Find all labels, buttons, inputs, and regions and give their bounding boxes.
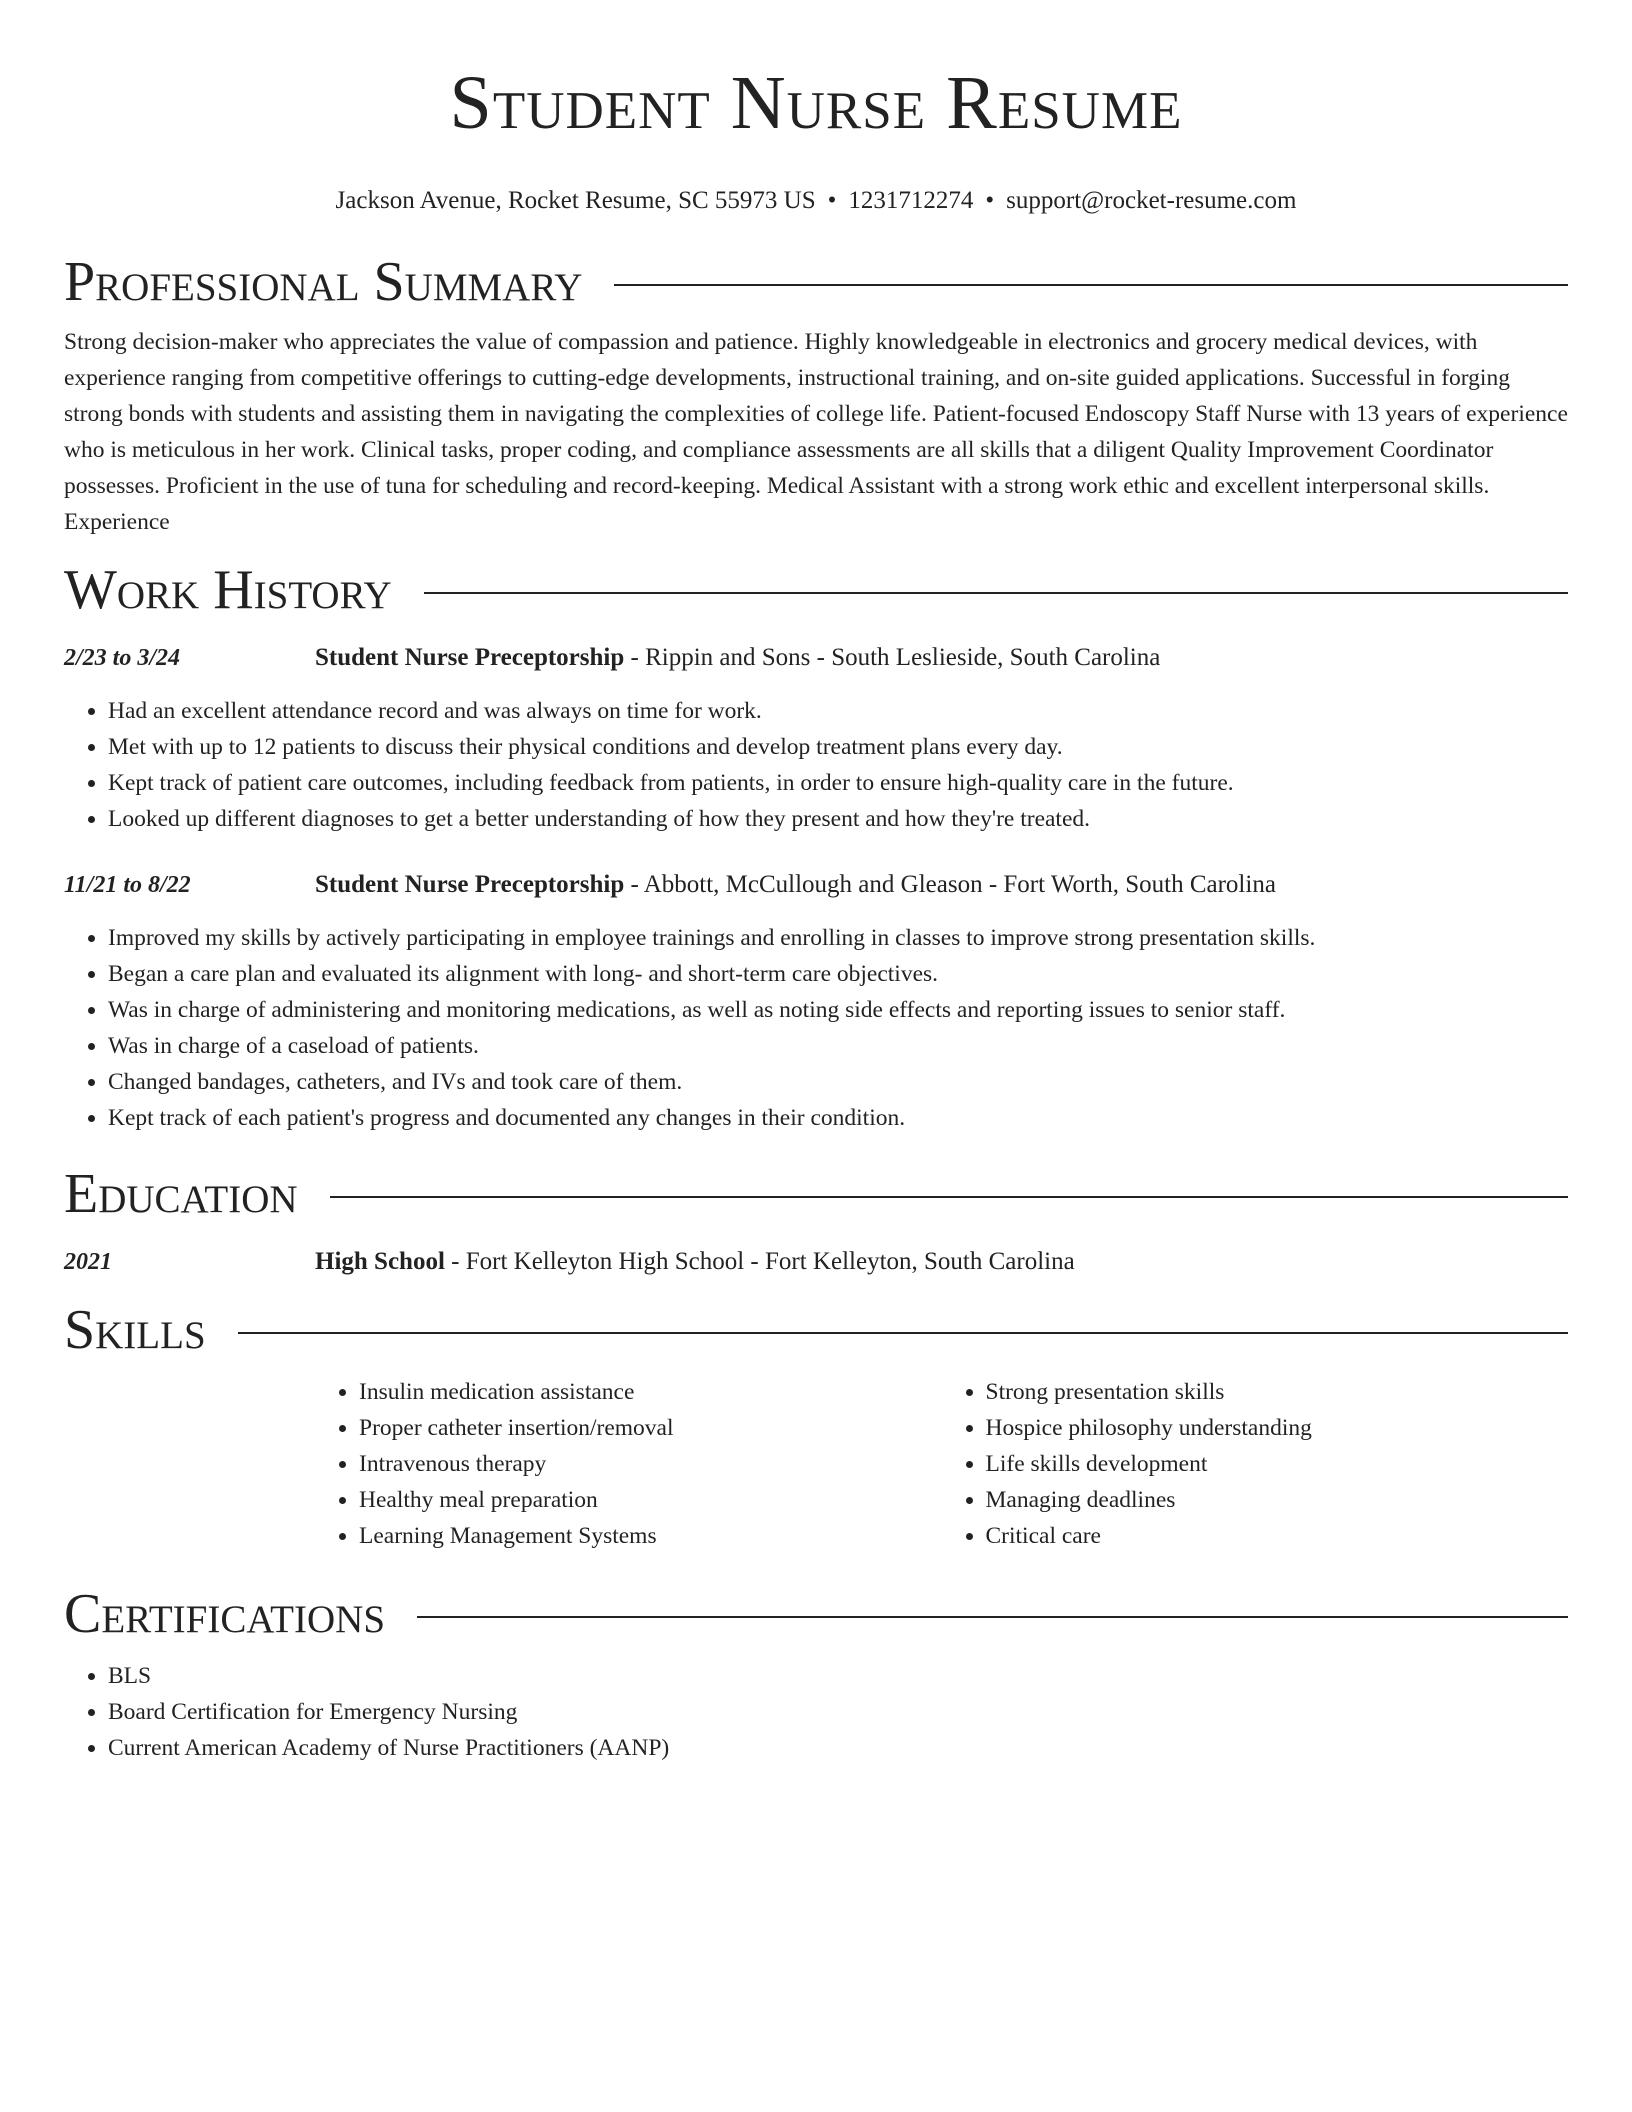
- job-dates: 2/23 to 3/24: [64, 645, 181, 671]
- job-bullet: • Improved my skills by actively participating in employee trainings and enrolling in classes to improve strong presentation skills.: [108, 920, 1568, 956]
- job-bullet: • Changed bandages, catheters, and IVs and took care of them.: [108, 1064, 1568, 1100]
- job-entry: [64, 640, 1568, 837]
- summary-text: Strong decision-maker who appreciates the value of compassion and patience. Highly knowledgeable in electronics and grocery medical devices, with experience ranging from competitive offerings to cutting-edge developments, instructional training, and on-site guided applications. Successful in forging strong bonds with students and assisting them in navigating the complexities of college life. Patient-focused Endoscopy Staff Nurse with 13 years of experience who is meticulous in her work. Clinical tasks, proper coding, and compliance assessments are all skills that a diligent Quality Improvement Coordinator possesses. Proficient in the use of tuna for scheduling and record-keeping. Medical Assistant with a strong work ethic and excellent interpersonal skills. Experience: [64, 329, 1568, 535]
- job-header: [64, 640, 1568, 676]
- job-details: - Rippin and Sons - South Leslieside, South Carolina: [624, 644, 1161, 671]
- contact-line: [64, 186, 1568, 216]
- contact-separator: •: [985, 187, 995, 214]
- job-bullet: • Began a care plan and evaluated its alignment with long- and short-term care objectives.: [108, 956, 1568, 992]
- job-header: [64, 867, 1568, 903]
- skill-item: • Life skills development: [986, 1446, 1569, 1482]
- section-divider: [330, 1196, 1568, 1198]
- job-bullets: [64, 920, 1568, 1136]
- skill-item: • Hospice philosophy understanding: [986, 1410, 1569, 1446]
- job-bullet: • Kept track of each patient's progress and documented any changes in their condition.: [108, 1100, 1568, 1136]
- contact-phone: 1231712274: [848, 187, 974, 214]
- job-title: Student Nurse Preceptorship: [315, 644, 625, 671]
- certification-item: • BLS: [108, 1658, 1568, 1694]
- section-header-summary: [64, 250, 1568, 314]
- job-dates: 11/21 to 8/22: [64, 872, 191, 898]
- certification-item: • Board Certification for Emergency Nursing: [108, 1694, 1568, 1730]
- resume-title: Student Nurse Resume: [449, 61, 1183, 145]
- skills-list-left: [315, 1374, 942, 1554]
- skills-grid: [315, 1374, 1568, 1554]
- education-degree: High School: [315, 1248, 445, 1275]
- section-divider: [424, 592, 1568, 594]
- section-divider: [614, 284, 1568, 286]
- section-title-certifications: Certifications: [64, 1583, 386, 1645]
- skills-list-right: [942, 1374, 1569, 1554]
- skill-item: • Managing deadlines: [986, 1482, 1569, 1518]
- section-header-certifications: [64, 1582, 1568, 1646]
- contact-email: support@rocket-resume.com: [1006, 187, 1297, 214]
- contact-separator: •: [827, 187, 837, 214]
- job-bullet: • Met with up to 12 patients to discuss their physical conditions and develop treatment plans every day.: [108, 729, 1568, 765]
- skill-item: • Healthy meal preparation: [359, 1482, 942, 1518]
- job-details: - Abbott, McCullough and Gleason - Fort Worth, South Carolina: [624, 871, 1276, 898]
- certification-item: • Current American Academy of Nurse Practitioners (AANP): [108, 1730, 1568, 1766]
- section-divider: [417, 1616, 1568, 1618]
- contact-address: Jackson Avenue, Rocket Resume, SC 55973 US: [335, 187, 816, 214]
- section-header-education: [64, 1162, 1568, 1226]
- job-bullet: • Was in charge of a caseload of patients.: [108, 1028, 1568, 1064]
- section-title-work: Work History: [64, 559, 392, 621]
- education-details: - Fort Kelleyton High School - Fort Kelleyton, South Carolina: [444, 1248, 1075, 1275]
- job-bullet: • Was in charge of administering and monitoring medications, as well as noting side effects and reporting issues to senior staff.: [108, 992, 1568, 1028]
- section-title-education: Education: [64, 1163, 298, 1225]
- job-title: Student Nurse Preceptorship: [315, 871, 625, 898]
- section-header-skills: [64, 1298, 1568, 1362]
- job-bullet: • Kept track of patient care outcomes, including feedback from patients, in order to ensure high-quality care in the future.: [108, 765, 1568, 801]
- certifications-list: [64, 1658, 1568, 1766]
- job-entry: [64, 867, 1568, 1136]
- skill-item: • Insulin medication assistance: [359, 1374, 942, 1410]
- job-title-line: [315, 867, 1276, 903]
- section-title-skills: Skills: [64, 1299, 206, 1361]
- job-title-line: [315, 640, 1160, 676]
- job-bullet: • Had an excellent attendance record and was always on time for work.: [108, 693, 1568, 729]
- section-divider: [238, 1332, 1568, 1334]
- education-title-line: [315, 1244, 1075, 1280]
- skill-item: • Learning Management Systems: [359, 1518, 942, 1554]
- skill-item: • Strong presentation skills: [986, 1374, 1569, 1410]
- job-bullets: [64, 693, 1568, 837]
- skill-item: • Proper catheter insertion/removal: [359, 1410, 942, 1446]
- section-header-work: [64, 558, 1568, 622]
- skill-item: • Critical care: [986, 1518, 1569, 1554]
- section-title-summary: Professional Summary: [64, 251, 583, 313]
- education-entry: [64, 1244, 1568, 1280]
- job-bullet: • Looked up different diagnoses to get a better understanding of how they present and how they're treated.: [108, 801, 1568, 837]
- skill-item: • Intravenous therapy: [359, 1446, 942, 1482]
- education-year: 2021: [64, 1249, 112, 1275]
